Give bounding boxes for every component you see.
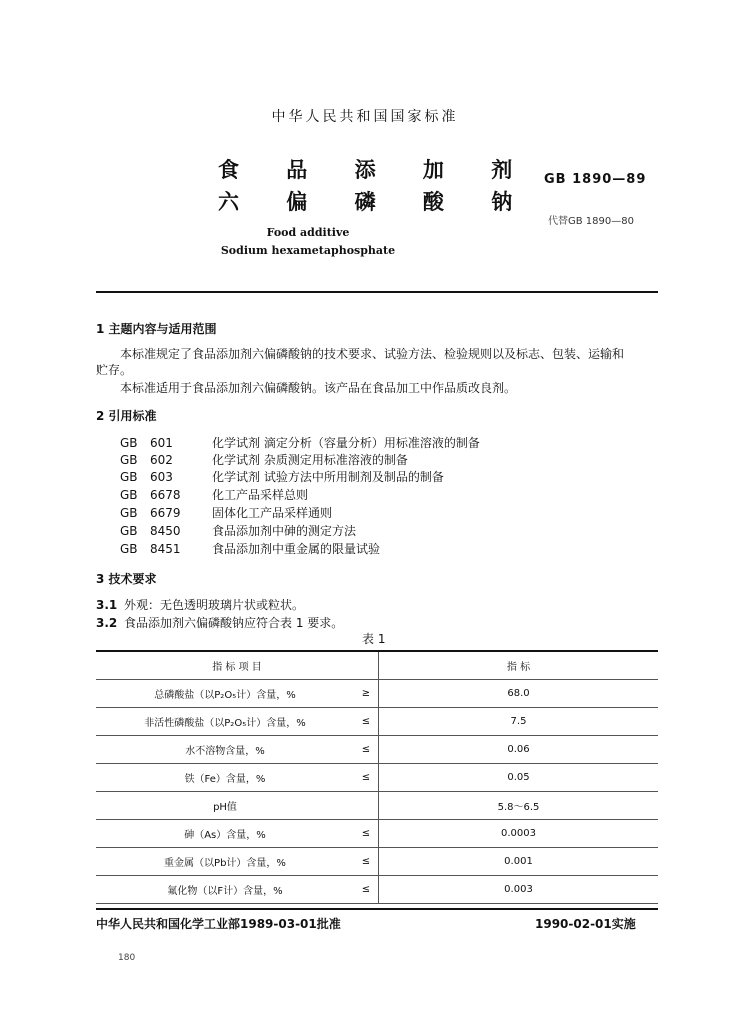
national-standard-label: 中华人民共和国国家标准 — [271, 109, 459, 125]
reference-title: 食品添加剂中重金属的限量试验 — [212, 542, 381, 556]
clause-number: 3.1 — [96, 598, 118, 612]
table-caption: 表 1 — [362, 632, 386, 646]
row-comparator: ≤ — [361, 828, 371, 839]
row-name: 氟化物（以F计）含量，% — [167, 886, 283, 897]
table-row — [96, 736, 658, 764]
row-value: 68.0 — [379, 680, 659, 708]
standard-code: GB 1890—89 — [544, 172, 647, 187]
section-2-heading: 2 引用标准 — [96, 409, 157, 423]
table-row — [96, 764, 658, 792]
row-value: 0.003 — [379, 876, 659, 904]
reference-item — [120, 434, 480, 452]
row-value: 7.5 — [379, 708, 659, 736]
reference-gb: GB — [120, 453, 138, 467]
reference-number: 8450 — [150, 524, 181, 538]
table-row — [96, 848, 658, 876]
row-comparator: ≤ — [361, 772, 371, 783]
section-1-para-1-line-2: 贮存。 — [96, 363, 133, 377]
header-item-value: 指 标 — [379, 651, 659, 680]
replaces-note: 代替GB 1890—80 — [548, 216, 634, 227]
clause-3-1 — [96, 596, 304, 614]
row-value: 0.001 — [379, 848, 659, 876]
reference-gb: GB — [120, 542, 138, 556]
reference-title: 固体化工产品采样通则 — [212, 506, 333, 520]
reference-item — [120, 504, 332, 522]
row-comparator: ≤ — [361, 856, 371, 867]
title-line-1: 食 品 添 加 剂 — [218, 158, 533, 182]
row-comparator: ≤ — [361, 716, 371, 727]
page-number: 180 — [118, 953, 136, 963]
title-line-2: 六 偏 磷 酸 钠 — [218, 190, 533, 214]
section-1-heading: 1 主题内容与适用范围 — [96, 322, 217, 336]
english-title-line-1: Food additive — [266, 226, 350, 239]
implementation-date: 1990-02-01实施 — [535, 917, 636, 931]
table-row — [96, 876, 658, 904]
reference-title: 化学试剂 杂质测定用标准溶液的制备 — [212, 453, 408, 467]
reference-gb: GB — [120, 488, 138, 502]
reference-gb: GB — [120, 436, 138, 450]
reference-number: 6678 — [150, 488, 181, 502]
reference-number: 602 — [150, 453, 173, 467]
reference-item — [120, 540, 380, 558]
table-row — [96, 792, 658, 820]
table-row — [96, 820, 658, 848]
clause-text: 食品添加剂六偏磷酸钠应符合表 1 要求。 — [124, 616, 344, 630]
reference-gb: GB — [120, 470, 138, 484]
row-name: pH值 — [213, 802, 237, 813]
row-comparator: ≥ — [361, 688, 371, 699]
reference-title: 化工产品采样总则 — [212, 488, 309, 502]
section-1-para-1-line-1: 本标准规定了食品添加剂六偏磷酸钠的技术要求、试验方法、检验规则以及标志、包装、运输和 — [120, 347, 625, 361]
table-row — [96, 708, 658, 736]
reference-item — [120, 451, 408, 469]
footer-divider — [96, 908, 658, 910]
row-name: 砷（As）含量，% — [184, 830, 266, 841]
row-value: 5.8～6.5 — [379, 792, 659, 820]
section-1-para-2: 本标准适用于食品添加剂六偏磷酸钠。该产品在食品加工中作品质改良剂。 — [120, 381, 517, 395]
clause-number: 3.2 — [96, 616, 118, 630]
english-title-line-2: Sodium hexametaphosphate — [220, 244, 396, 257]
approval-note: 中华人民共和国化学工业部1989-03-01批准 — [96, 917, 341, 931]
reference-item — [120, 486, 308, 504]
clause-3-2 — [96, 614, 343, 632]
reference-title: 化学试剂 滴定分析（容量分析）用标准溶液的制备 — [212, 436, 480, 450]
reference-number: 6679 — [150, 506, 181, 520]
row-comparator — [354, 792, 379, 820]
row-value: 0.0003 — [379, 820, 659, 848]
reference-number: 603 — [150, 470, 173, 484]
row-comparator: ≤ — [361, 884, 371, 895]
header-item-name: 指 标 项 目 — [212, 662, 262, 673]
reference-title: 食品添加剂中砷的测定方法 — [212, 524, 357, 538]
table-header-row — [96, 651, 658, 680]
reference-number: 601 — [150, 436, 173, 450]
row-value: 0.06 — [379, 736, 659, 764]
reference-number: 8451 — [150, 542, 181, 556]
table-row — [96, 680, 658, 708]
reference-item — [120, 522, 356, 540]
row-name: 重金属（以Pb计）含量，% — [164, 858, 286, 869]
spec-table — [96, 650, 658, 904]
reference-title: 化学试剂 试验方法中所用制剂及制品的制备 — [212, 470, 444, 484]
section-3-heading: 3 技术要求 — [96, 572, 157, 586]
reference-gb: GB — [120, 524, 138, 538]
row-name: 非活性磷酸盐（以P₂O₅计）含量，% — [144, 718, 306, 729]
reference-item — [120, 468, 444, 486]
reference-gb: GB — [120, 506, 138, 520]
row-name: 水不溶物含量，% — [185, 746, 265, 757]
row-comparator: ≤ — [361, 744, 371, 755]
clause-text: 外观：无色透明玻璃片状或粒状。 — [124, 598, 305, 612]
row-value: 0.05 — [379, 764, 659, 792]
row-name: 总磷酸盐（以P₂O₅计）含量，% — [154, 690, 296, 701]
header-divider — [96, 291, 658, 293]
row-name: 铁（Fe）含量，% — [184, 774, 266, 785]
